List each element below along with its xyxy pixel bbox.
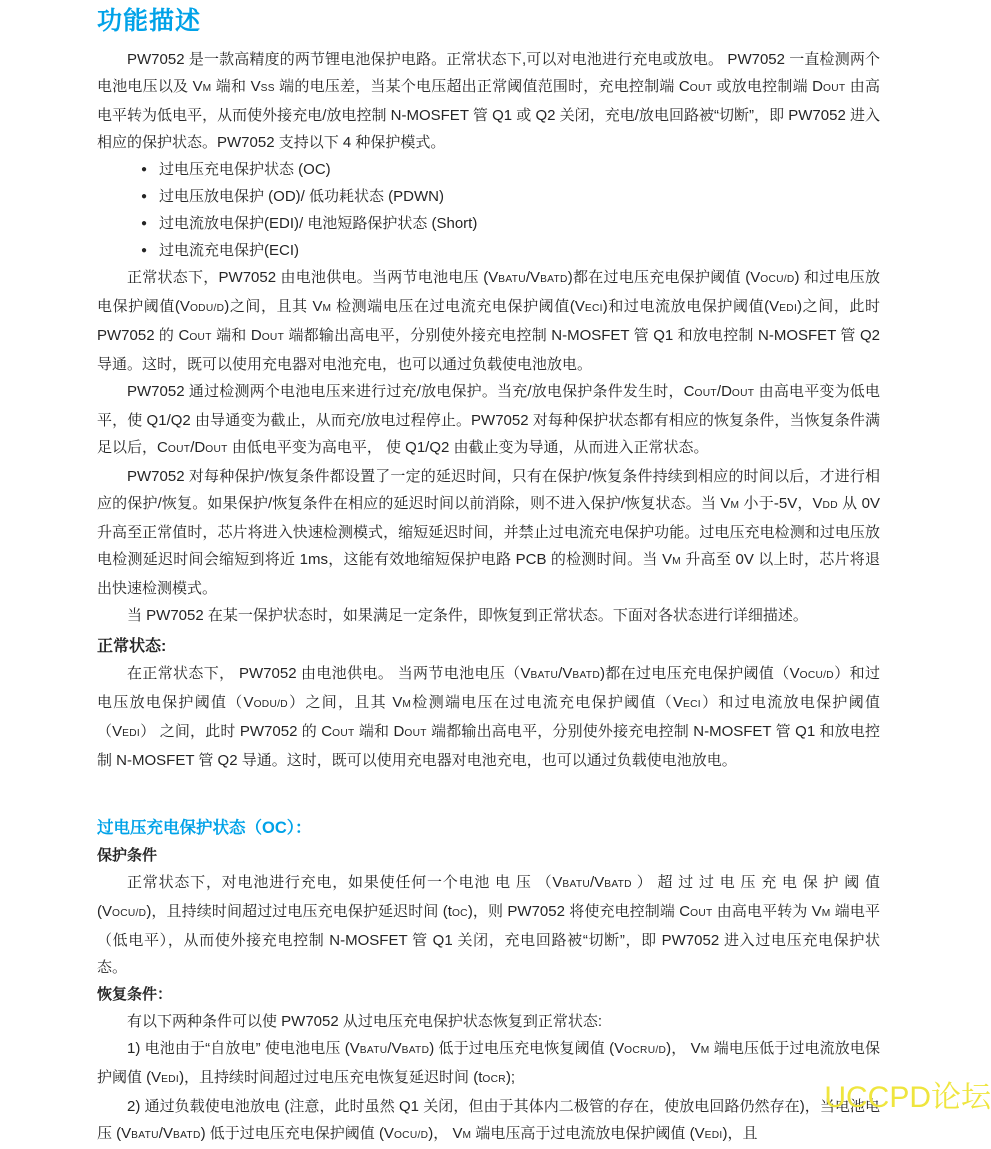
recover-item-1: 1) 电池由于“自放电” 使电池电压 (VBATU/VBATD) 低于过电压充电恢复阈值 (VOCRU/D)， VM 端电压低于过电流放电保护阈值 (VEDI)，且持续时间超过过电压充电恢复延迟时间 (tOCR); [97,1040,880,1086]
bullet-icon: ● [141,218,148,229]
list-item [141,210,880,237]
list-item-label: 过电流充电保护(ECI) [159,242,299,259]
list-item-label: 过电压放电保护 (OD)/ 低功耗状态 (PDWN) [159,188,444,205]
document-page [97,0,880,1149]
watermark: UCCPD论坛 [824,1081,991,1114]
intro-paragraph-4: PW7052 对每种保护/恢复条件都设置了一定的延迟时间，只有在保护/恢复条件持续到相应的时间以后，才进行相应的保护/恢复。如果保护/恢复条件在相应的延迟时间以前消除，则不进入保护/恢复状态。当 VM 小于-5V，VDD 从 0V 升高至正常值时，芯片将进入快速检测模式，缩短延迟时间，并禁止过电流充电保护功能。过电压充电检测和过电压放电检测延迟时间会缩短到将近 1ms，这能有效地缩短保护电路 PCB 的检测时间。当 VM 升高至 0V 以上时，芯片将退出快速检测模式。 [97,468,881,597]
intro-paragraph-3: PW7052 通过检测两个电池电压来进行过充/放电保护。当充/放电保护条件发生时，COUT/DOUT 由高电平变为低电平，使 Q1/Q2 由导通变为截止，从而充/放电过程停止。PW7052 对每种保护状态都有相应的恢复条件，当恢复条件满足以后，COUT/DOUT 由低电平变为高电平， 使 Q1/Q2 由截止变为导通，从而进入正常状态。 [97,383,880,456]
subheading-protect-condition: 保护条件 [97,847,158,864]
bullet-icon: ● [141,245,148,256]
recover-intro-paragraph: 有以下两种条件可以使 PW7052 从过电压充电保护状态恢复到正常状态: [127,1013,603,1030]
list-item [141,183,880,210]
protection-modes-list [97,156,880,264]
intro-paragraph-5: 当 PW7052 在某一保护状态时，如果满足一定条件，即恢复到正常状态。下面对各状态进行详细描述。 [127,607,808,624]
list-item-label: 过电压充电保护状态 (OC) [159,161,331,178]
list-item [141,156,880,183]
list-item [141,237,880,264]
page-title: 功能描述 [97,7,202,35]
section-heading-normal-state: 正常状态: [97,638,167,655]
intro-paragraph-2: 正常状态下，PW7052 由电池供电。当两节电池电压 (VBATU/VBATD)都在过电压充电保护阈值 (VOCU/D) 和过电压放电保护阈值(VODU/D)之间，且其 VM 检测端电压在过电流充电保护阈值(VECI)和过电流放电保护阈值(VEDI)之间，此时 PW7052 的 COUT 端和 DOUT 端都输出高电平，分别使外接充电控制 N-MOSFET 管 Q1 和放电控制 N-MOSFET 管 Q2 导通。这时，既可以使用充电器对电池充电，也可以通过负载使电池放电。 [97,269,881,373]
section-heading-oc: 过电压充电保护状态（OC）： [97,819,312,837]
bullet-icon: ● [141,191,148,202]
list-item-label: 过电流放电保护(EDI)/ 电池短路保护状态 (Short) [159,215,478,232]
normal-state-paragraph: 在正常状态下， PW7052 由电池供电。 当两节电池电压（VBATU/VBATD)都在过电压充电保护阈值（VOCU/D）和过电压放电保护阈值（VODU/D）之间，且其 VM检测端电压在过电流充电保护阈值（VECI）和过电流放电保护阈值（VEDI） 之间，此时 PW7052 的 COUT 端和 DOUT 端都输出高电平，分别使外接充电控制 N-MOSFET 管 Q1 和放电控制 N-MOSFET 管 Q2 导通。这时，既可以使用充电器对电池充电，也可以通过负载使电池放电。 [97,665,880,769]
protect-condition-paragraph: 正常状态下，对电池进行充电，如果使任何一个电池 电 压 （VBATU/VBATD ） 超 过 过 电 压 充 电 保 护 阈 值(VOCU/D)，且持续时间超过过电压充电保护延迟时间 (tOC)，则 PW7052 将使充电控制端 COUT 由高电平转为 VM 端电平（低电平），从而使外接充电控制 N-MOSFET 管 Q1 关闭，充电回路被“切断”，即 PW7052 进入过电压充电保护状态。 [97,874,881,976]
bullet-icon: ● [141,164,148,175]
intro-paragraph-1: PW7052 是一款高精度的两节锂电池保护电路。正常状态下,可以对电池进行充电或放电。 PW7052 一直检测两个电池电压以及 VM 端和 VSS 端的电压差，当某个电压超出正常阈值范围时，充电控制端 COUT 或放电控制端 DOUT 由高电平转为低电平，从而使外接充电/放电控制 N-MOSFET 管 Q1 或 Q2 关闭，充电/放电回路被“切断”，即 PW7052 进入相应的保护状态。PW7052 支持以下 4 种保护模式。 [97,51,880,151]
subheading-recover-condition: 恢复条件： [97,986,173,1003]
recover-item-2: 2) 通过负载使电池放电 (注意，此时虽然 Q1 关闭，但由于其体内二极管的存在，使放电回路仍然存在)，当电池电压 (VBATU/VBATD) 低于过电压充电保护阈值 (VOCU/D)， VM 端电压高于过电流放电保护阈值 (VEDI)，且 [97,1098,880,1142]
